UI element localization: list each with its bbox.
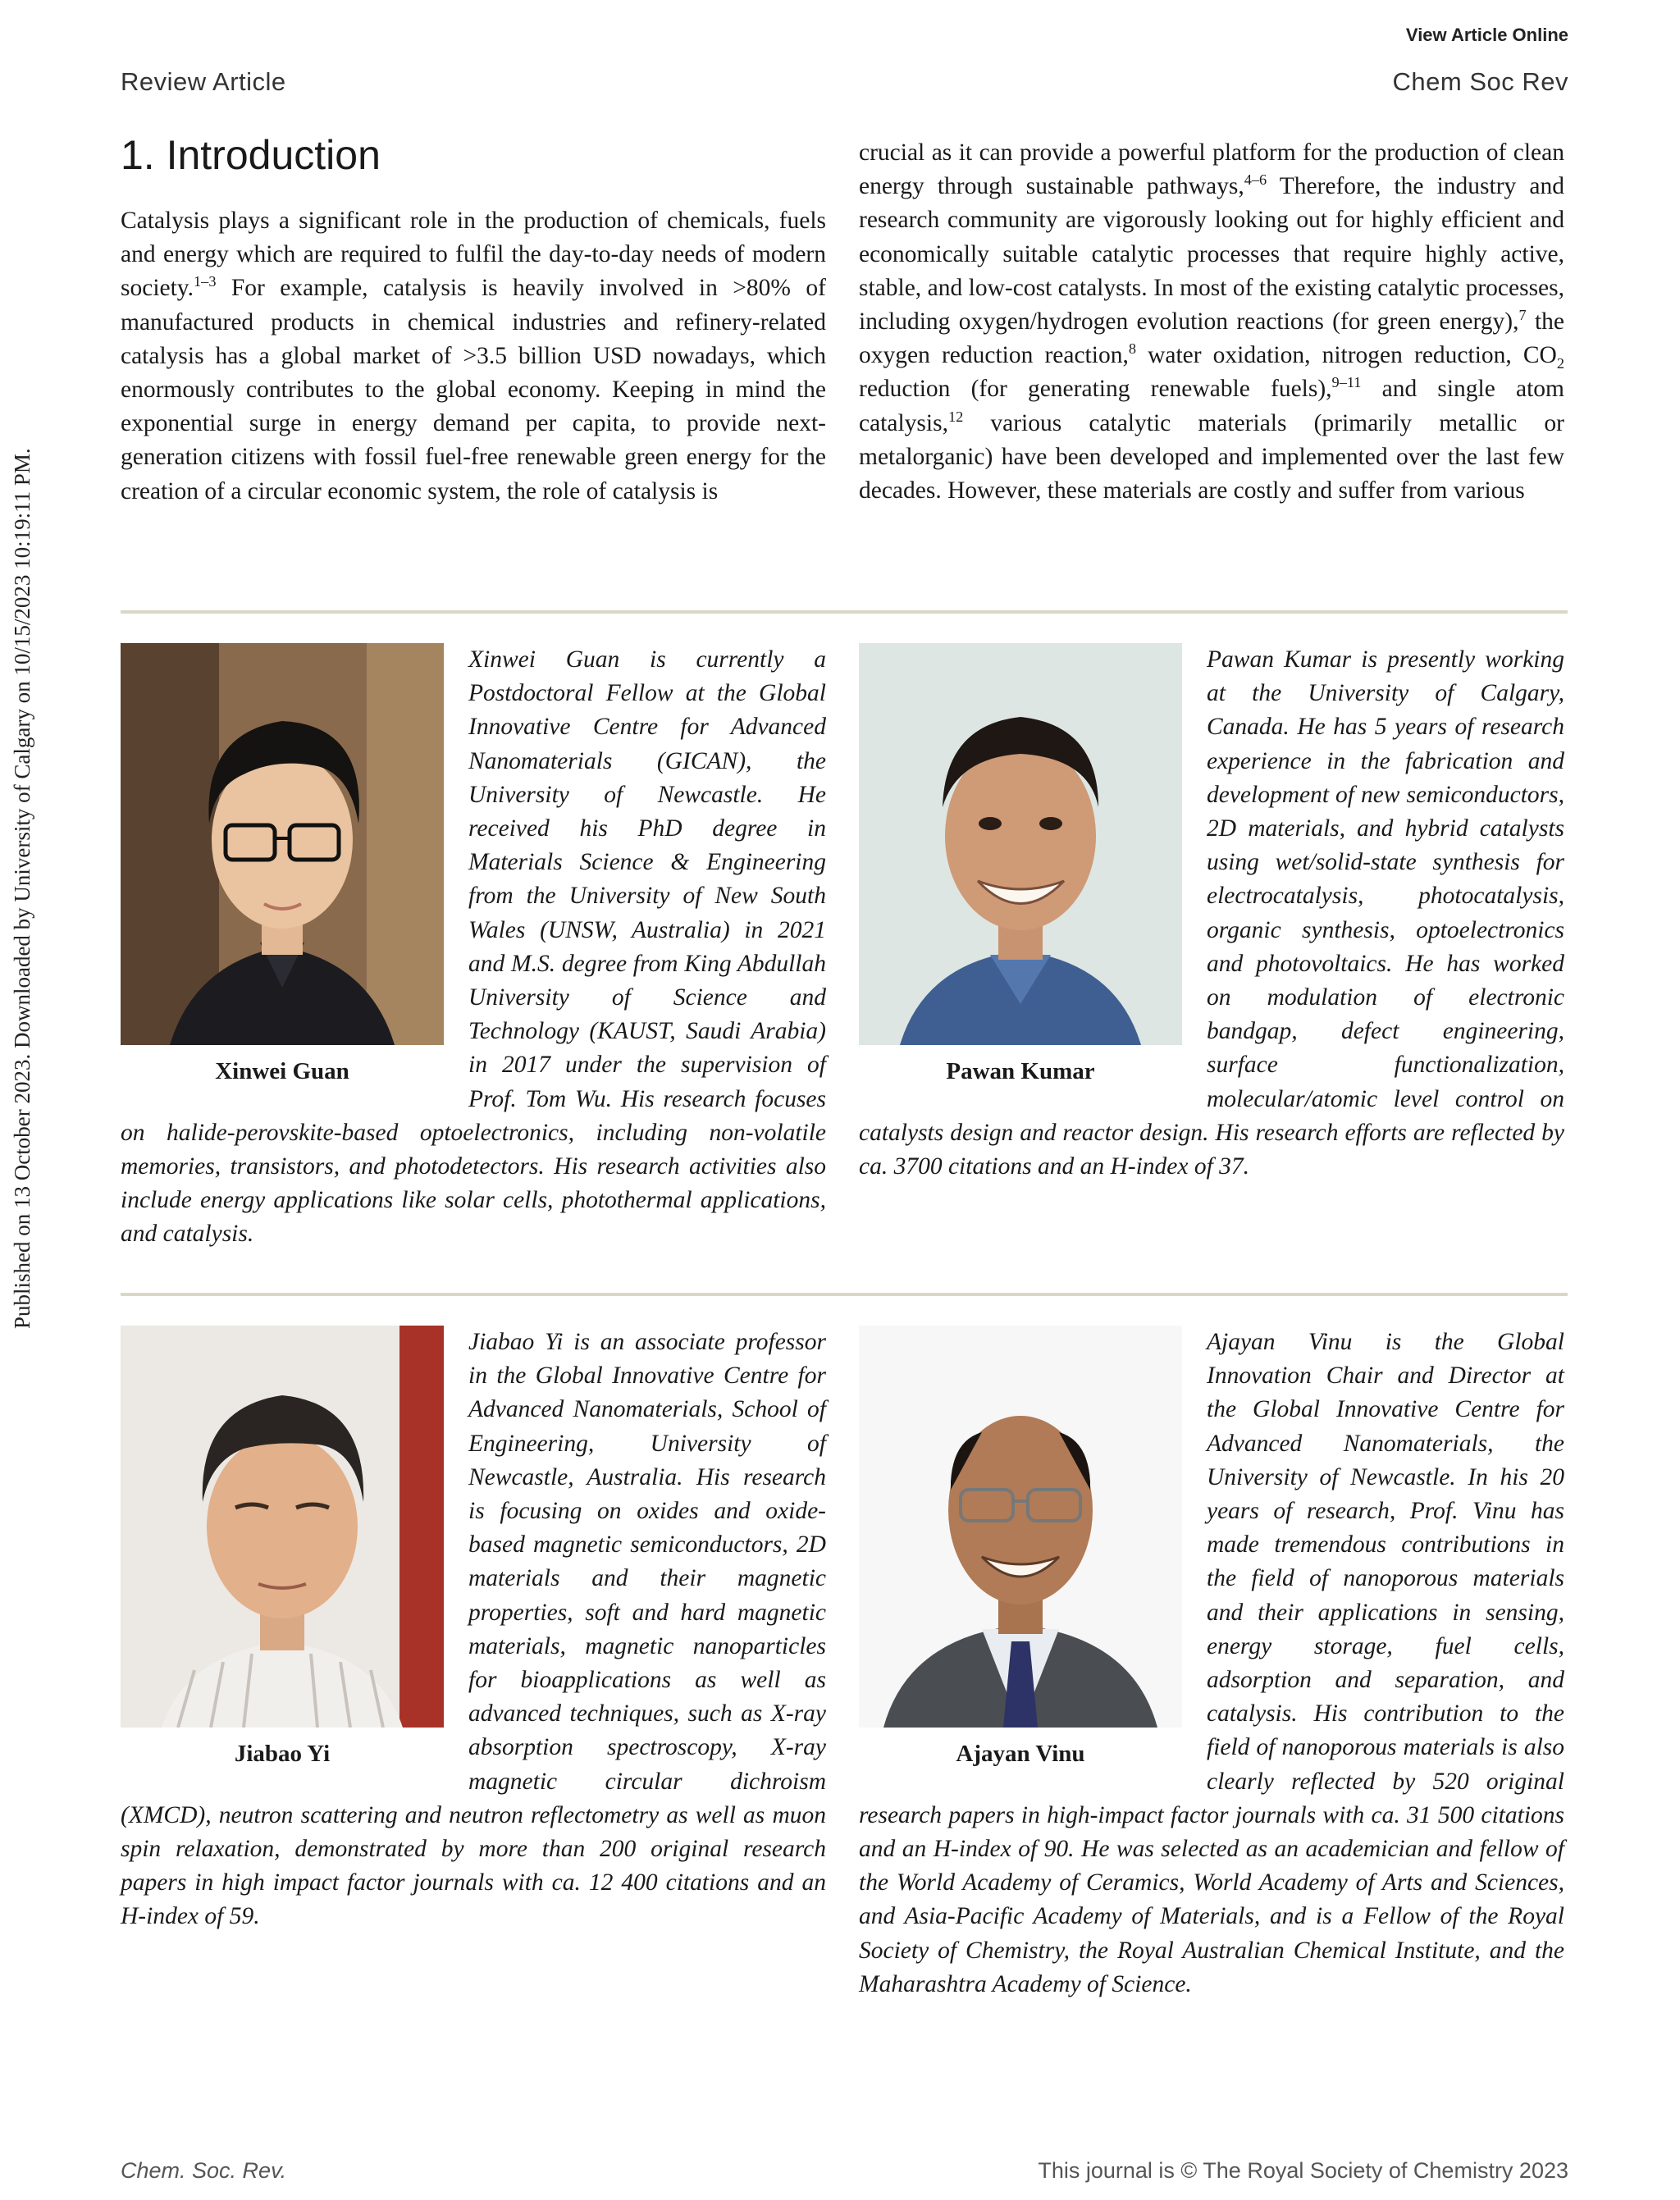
publication-side-note: Published on 13 October 2023. Downloaded by University of Calgary on 10/15/2023 10:19:11 PM. — [10, 448, 34, 1329]
author-name-caption: Xinwei Guan — [215, 1058, 349, 1084]
intro-text: water oxidation, nitrogen reduction, CO — [1135, 342, 1557, 369]
footer-journal-abbrev: Chem. Soc. Rev. — [121, 2158, 287, 2183]
author-bio-text: Pawan Kumar is presently working at the University of Calgary, Canada. He has 5 years of research experience in the fabrication and development of new semiconductors, 2D materials, and hybrid catalysts using wet/solid-state synthesis for electrocatalysis, photocatalysis, organic synthesis, optoelectronics and photovoltaics. He has worked on modulation of electronic bandgap, defect engineering, surface functionalization, molecular/atomic level control on catalysts design and reactor design. His research efforts are reflected by ca. 3700 citations and an H-index of 37. — [859, 646, 1564, 1180]
author-name-caption: Ajayan Vinu — [956, 1741, 1085, 1767]
citation-ref[interactable]: 12 — [947, 408, 964, 425]
author-photo — [121, 643, 444, 1045]
author-figure — [859, 643, 1182, 1086]
intro-left-column — [121, 204, 826, 509]
author-bio-kumar — [859, 643, 1564, 1184]
author-photo — [859, 1326, 1182, 1728]
author-bio-text: Ajayan Vinu is the Global Innovation Chair and Director at the Global Innovative Centre for Advanced Nanomaterials, the University of Newcastle. In his 20 years of research, Prof. Vinu has made tremendous contributions in the field of nanoporous materials and their applications in sensing, energy storage, fuel cells, adsorption and separation, and catalysis. His contribution to the field of nanoporous materials is also clearly reflected by 520 original research papers in high-impact factor journals with ca. 31 500 citations and an H-index of 90. He was selected as an academician and fellow of the World Academy of Ceramics, World Academy of Arts and Sciences, and Asia-Pacific Academy of Materials, and is a Fellow of the Royal Society of Chemistry, the Royal Australian Chemical Institute, and the Maharashtra Academy of Science. — [859, 1329, 1564, 1997]
author-figure — [121, 643, 444, 1086]
author-bio-yi — [121, 1326, 826, 1934]
intro-text: Catalysis plays a significant role in the production of chemicals, fuels and energy which are required to fulfil the day-to-day needs of modern society. — [121, 208, 826, 302]
subscript: 2 — [1556, 355, 1564, 372]
author-figure — [859, 1326, 1182, 1769]
author-photo — [121, 1326, 444, 1728]
citation-ref[interactable]: 7 — [1518, 307, 1527, 324]
section-divider — [121, 610, 1568, 614]
author-bio-text: Xinwei Guan is currently a Postdoctoral Fellow at the Global Innovative Centre for Advanced Nanomaterials (GICAN), the University of Newcastle. He received his PhD degree in Materials Science & Engineering from the University of New South Wales (UNSW, Australia) in 2021 and M.S. degree from King Abdullah University of Science and Technology (KAUST, Saudi Arabia) in 2017 under the supervision of Prof. Tom Wu. His research focuses on halide-perovskite-based optoelectronics, including non-volatile memories, transistors, and photodetectors. His research activities also include energy applications like solar cells, photothermal applications, and catalysis. — [121, 646, 826, 1248]
author-name-caption: Pawan Kumar — [946, 1058, 1095, 1084]
intro-right-column — [859, 136, 1564, 508]
author-figure — [121, 1326, 444, 1769]
footer-copyright: This journal is © The Royal Society of Chemistry 2023 — [1038, 2158, 1568, 2183]
citation-ref[interactable]: 8 — [1128, 340, 1136, 358]
author-bio-guan — [121, 643, 826, 1252]
author-bio-vinu — [859, 1326, 1564, 2001]
intro-text: various catalytic materials (primarily metallic or metalorganic) have been developed and implemented over the last few decades. However, these materials are costly and suffer from various — [859, 409, 1564, 504]
author-photo — [859, 643, 1182, 1045]
author-name-caption: Jiabao Yi — [234, 1741, 331, 1767]
intro-text: and single atom catalysis, — [859, 376, 1564, 436]
view-article-online-link[interactable]: View Article Online — [1405, 25, 1568, 45]
intro-text: the oxygen reduction reaction, — [859, 308, 1564, 369]
intro-text: reduction (for generating renewable fuels), — [859, 376, 1332, 403]
citation-ref[interactable]: 1–3 — [194, 273, 217, 290]
citation-ref[interactable]: 4–6 — [1244, 171, 1267, 189]
intro-text: crucial as it can provide a powerful platform for the production of clean energy through sustainable pathways, — [859, 139, 1564, 200]
article-type-label: Review Article — [121, 67, 286, 96]
section-heading: 1. Introduction — [121, 132, 381, 178]
intro-text: For example, catalysis is heavily involved in >80% of manufactured products in chemical industries and refinery-related catalysis has a global market of >3.5 billion USD nowadays, which enormously contributes to the global economy. Keeping in mind the exponential surge in energy demand per capita, to provide next-generation citizens with fossil fuel-free renewable green energy for the creation of a circular economic system, the role of catalysis is — [121, 275, 826, 504]
journal-name: Chem Soc Rev — [1392, 67, 1568, 96]
author-bio-text: Jiabao Yi is an associate professor in the Global Innovative Centre for Advanced Nanomaterials, School of Engineering, University of Newcastle, Australia. His research is focusing on oxides and oxide-based magnetic semiconductors, 2D materials and their magnetic properties, soft and hard magnetic materials, magnetic nanoparticles for bioapplications as well as advanced techniques, such as X-ray absorption spectroscopy, X-ray magnetic circular dichroism (XMCD), neutron scattering and neutron reflectometry as well as muon spin relaxation, demonstrated by more than 200 original research papers in high impact factor journals with ca. 12 400 citations and an H-index of 59. — [121, 1329, 826, 1930]
citation-ref[interactable]: 9–11 — [1331, 374, 1362, 391]
intro-text: Therefore, the industry and research community are vigorously looking out for highly efficient and economically suitable catalytic processes that require highly active, stable, and low-cost catalysts. In most of the existing catalytic processes, including oxygen/hydrogen evolution reactions (for green energy), — [859, 173, 1564, 335]
section-divider — [121, 1293, 1568, 1296]
